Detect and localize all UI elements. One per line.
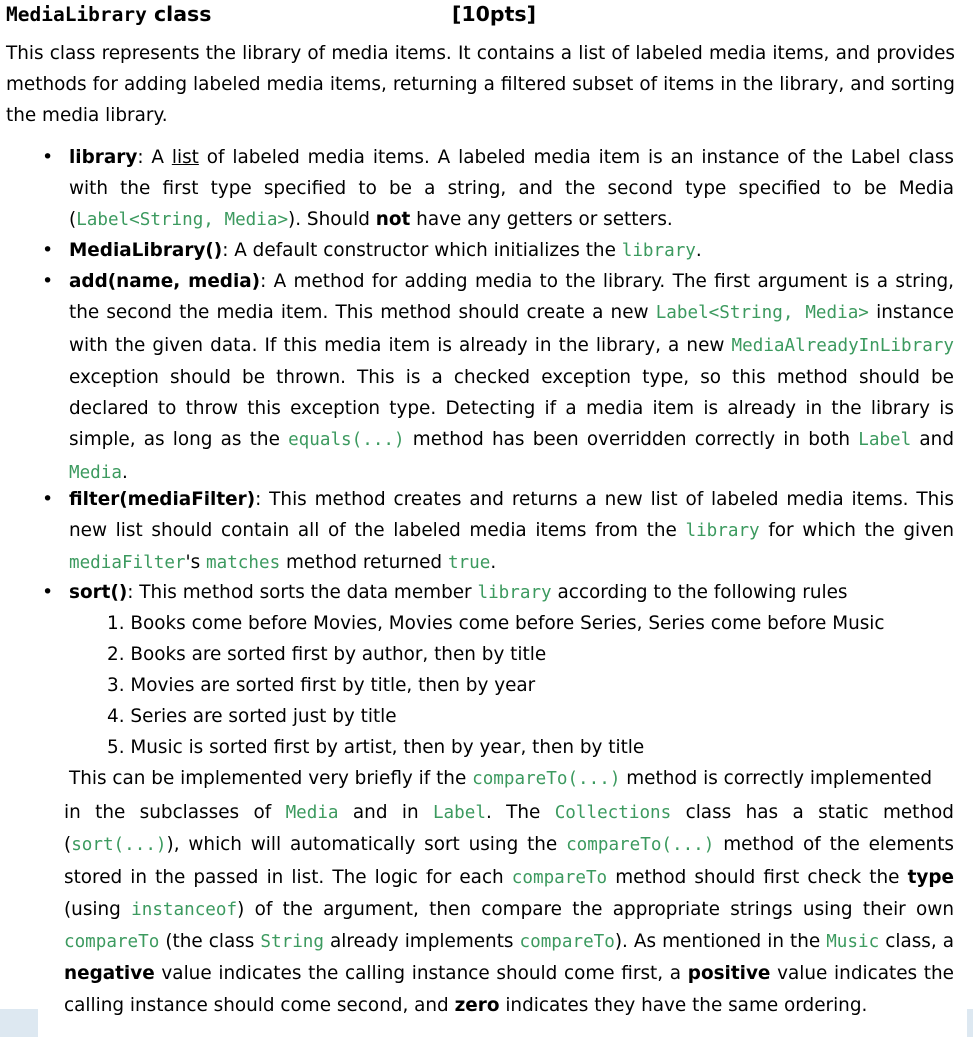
section-heading (6, 0, 211, 28)
term: add(name, media) (69, 271, 261, 292)
bold: type (907, 866, 954, 888)
term: library (69, 147, 138, 168)
text: method has been overridden correctly in both (404, 429, 859, 451)
text: class has a static method ( (64, 802, 954, 856)
text: ). Should (288, 209, 376, 230)
rule-item: 1. Books come before Movies, Movies come before Series, Series come before Music (107, 613, 885, 634)
text: value indicates the calling instance should come second, and (64, 963, 954, 1016)
term: filter(mediaFilter) (69, 489, 256, 510)
bullet-dot: • (42, 239, 54, 261)
text: : A default constructor which initializes the (222, 240, 622, 261)
bullet-dot: • (42, 488, 54, 510)
code: MediaAlreadyInLibrary (731, 335, 954, 356)
bullet-text (69, 484, 954, 579)
rule-item: 4. Series are sorted just by title (107, 706, 397, 727)
text: (the class (159, 931, 261, 953)
code: true (447, 553, 491, 573)
code: sort(...) (71, 835, 167, 856)
text: : A (137, 147, 172, 168)
heading-class-word: class (154, 2, 212, 26)
text: of labeled media items. A labeled media item is an instance of the Label class with the first type specified to be a string, and the second type specified to be Media ( (69, 147, 955, 230)
text: method of the elements stored in the passed in list. The logic for each (64, 834, 954, 888)
text: and in (338, 802, 433, 823)
text: method returned (280, 552, 448, 573)
text: This can be implemented very briefly if the (69, 768, 473, 789)
code: mediaFilter (69, 553, 186, 573)
text: and (911, 429, 954, 451)
text: in the subclasses of (64, 802, 286, 823)
code: compareTo(...) (566, 835, 715, 856)
code: Label (858, 430, 912, 451)
text: : This method sorts the data member (127, 582, 478, 603)
code: Label<String, Media> (76, 210, 289, 230)
code: Collections (554, 803, 672, 823)
text: method is correctly implemented (620, 768, 933, 789)
text: have any getters or setters. (410, 209, 673, 230)
text: instance with the given data. If this media item is already in the library, a new (69, 302, 954, 356)
code: Media (285, 803, 339, 823)
code: library (685, 521, 760, 541)
code: matches (206, 553, 281, 573)
text: already implements (323, 931, 520, 953)
bold: negative (64, 963, 155, 985)
heading-class-code: MediaLibrary (6, 3, 147, 26)
code: Music (826, 932, 880, 953)
text: indicates they have the same ordering. (499, 994, 868, 1016)
code: library (621, 241, 696, 261)
bold: positive (687, 963, 771, 985)
code: compareTo(...) (472, 769, 621, 789)
code: Media (69, 462, 122, 483)
code: library (477, 583, 552, 603)
text: (using (64, 898, 132, 920)
bullet-text (69, 142, 954, 236)
rule-item: 5. Music is sorted first by artist, then by year, then by title (107, 737, 645, 758)
bullet-text (69, 266, 954, 489)
text: . (695, 240, 702, 261)
text: according to the following rules (551, 582, 848, 603)
rule-item: 2. Books are sorted first by author, then by title (107, 644, 547, 665)
intro-paragraph: This class represents the library of media items. It contains a list of labeled media items, and provides methods for adding labeled media items, returning a filtered subset of items in the library, and sorting the media library. (6, 43, 955, 126)
text: . (490, 552, 497, 573)
code: String (260, 932, 324, 953)
code: instanceof (131, 899, 238, 920)
code: compareTo (519, 932, 615, 953)
list-link[interactable]: list (171, 147, 199, 168)
bullet-text (69, 235, 954, 267)
bullet-dot: • (42, 146, 54, 168)
text: . The (485, 802, 555, 823)
code: Label<String, Media> (655, 303, 869, 324)
text: exception should be thrown. This is a checked exception type, so this method should be declared to throw this exception type. Detecting if a media item is already in the library is simple, as long as the (69, 366, 954, 451)
points-label: [10pts] (452, 2, 536, 26)
text: : This method creates and returns a new list of labeled media items. This new list should contain all of the labeled media items from the (69, 489, 954, 541)
bold: not (375, 209, 411, 230)
bullet-text (69, 577, 954, 609)
text: ). As mentioned in the (614, 931, 827, 953)
rule-item: 3. Movies are sorted first by title, then by year (107, 675, 536, 696)
text: . (121, 461, 128, 483)
code: equals(...) (288, 430, 405, 451)
closing-line-1 (69, 763, 954, 795)
code: compareTo (511, 867, 608, 888)
text: method should first check the (607, 866, 908, 888)
text: for which the given (759, 520, 955, 541)
code: compareTo (64, 932, 160, 953)
code: Label (432, 803, 486, 823)
closing-paragraph (64, 797, 954, 1021)
term: MediaLibrary() (69, 240, 223, 261)
page-edge-right (967, 1009, 973, 1037)
text: 's (185, 552, 207, 573)
text: ) of the argument, then compare the appropriate strings using their own (237, 898, 954, 920)
bold: zero (454, 994, 500, 1016)
text: class, a (885, 931, 955, 953)
text: ), which will automatically sort using the (166, 834, 567, 856)
bullet-dot: • (42, 581, 54, 603)
text: : A method for adding media to the library. The first argument is a string, the second the media item. This method should create a new (69, 271, 954, 324)
bullet-dot: • (42, 270, 54, 292)
page-edge-left (0, 1009, 38, 1037)
text: value indicates the calling instance should come first, a (154, 963, 688, 985)
term: sort() (69, 582, 128, 603)
